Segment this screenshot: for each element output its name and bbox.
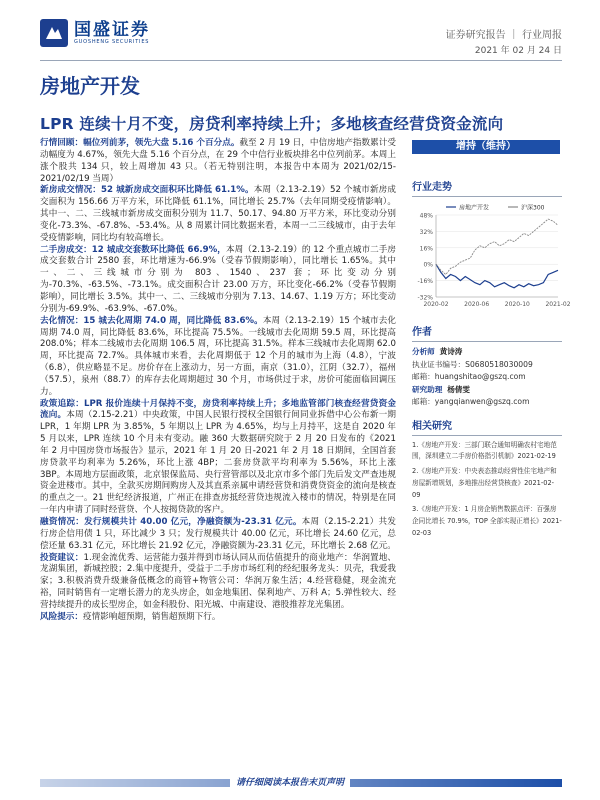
analyst-role: 研究助理 [412,384,443,394]
logo-mark-icon [40,19,68,47]
series-line [436,219,558,274]
trend-title: 行业走势 [412,178,562,197]
trend-chart-svg [412,197,571,317]
para-text: 本周（2.13-2.19）的 12 个重点城市二手房成交套数合计 2580 套，环比增速为-66.9%（受春节假期影响），同比增长 1.65%。其中一、二、三线城市分别为 803、1540、237 套；环比变动分别为-70.3%、-63.5%、-73.1%。成交面积合计 23.00 万方，环比变化-66.2%（受春节假期影响），同比增长 3.5%。其中一、二、三线城市分别为 7.13、14.67、1.19 万方；环比变动分别为-69.9%、-63.9%、-67.0%。 [40,244,396,314]
x-tick-label: 2021-02 [545,301,571,308]
para-lead: 风险提示： [40,611,83,622]
related-item[interactable]: 3.《房地产开发：1 月房企销售数据点评：百强房企同比增长 70.9%，TOP 全部实现正增长》2021-02-03 [412,505,562,538]
x-tick-label: 2020-10 [504,301,530,308]
para-highlight: 发行规模共计 40.00 亿元，净融资额为-23.31 亿元。 [84,517,302,527]
doc-date: 2021 年 02 月 24 日 [474,46,562,56]
paragraph-investment [40,553,396,612]
paragraph-new-house [40,185,396,244]
para-text: 截至 2 月 19 日，中信房地产指数累计受动幅度为 4.67%，领先大盘 5.16 个百分点，在 29 个中信行业板块排名中位列前茅。本周上涨个股共 134 只，较上周增加 43 只。（若无特别注明，本报告中本周为 2021/02/15-2021/02/19 当周） [40,138,396,184]
analyst-value: S0680518030009 [465,359,533,369]
logo-en: GUOSHENG SECURITIES [74,38,150,45]
y-tick-label: 0% [423,261,433,269]
sidebar [412,156,571,543]
para-text: 1.现金流优秀、运营能力强并得到市场认同从而估值提升的商业地产：华润置地、龙湖集团，新城控股；2.集中度提升，受益于二手房市场红利的经纪服务龙头：贝壳，我爱我家；3.积极消费升级兼备低概念的商管+物管公司：华润万象生活；4.经营稳健，现金流充裕，同时销售有一定增长潜力的龙头房企，如金地集团、保利地产、万科 A；5.弹性较大、经营持续提升的成长型房企，如金科股份、阳光城、中南建设、港股推荐龙光集团。 [40,552,396,610]
footer [40,773,562,791]
analyst-email[interactable]: huangshitao@gszq.com [434,372,526,381]
legend-label: 沪深300 [521,204,545,212]
paragraph-policy [40,399,396,517]
series-line [436,264,558,288]
analyst-role: 邮箱： [412,397,435,406]
analyst-row [412,371,562,384]
y-tick-label: 16% [419,245,433,253]
related-list [412,440,562,540]
related-item[interactable]: 1.《房地产开发：三部门联合通知明确农村宅地范围，深圳建立二手房价格指引机制》2021-02-19 [412,440,557,461]
report-body [40,138,396,624]
y-tick-label: 48% [419,212,433,220]
para-lead: 融资情况： [40,517,85,527]
x-tick-label: 2020-02 [423,301,449,308]
para-lead: 投资建议： [40,552,84,563]
analyst-row [412,384,562,397]
x-tick-label: 2020-06 [464,301,490,308]
paragraph-risk [40,612,396,624]
logo [40,18,150,48]
header-divider [40,60,562,61]
para-highlight: LPR 报价连续十月保持不变，房贷利率持续上升；多地监管部门核查经营贷资金流向。 [40,398,396,421]
para-lead: 去化情况： [40,315,84,326]
analyst-name: 黄诗涛 [439,347,463,356]
para-lead: 行情回顾： [40,138,84,148]
legend-label: 房地产开发 [459,204,490,212]
y-tick-label: 32% [419,228,433,236]
paragraph-inventory [40,316,396,399]
para-text: 本周（2.15-2.21）共发行房企信用债 1 只，环比减少 3 只；发行规模共计 40.00 亿元，环比增长 24.60 亿元，总偿还量 63.31 亿元，环比增长 21.92 亿元，净融资额为-23.31 亿元，环比增长 2.68 亿元。 [40,517,396,551]
footer-disclaimer: 请仔细阅读本报告末页声明 [230,775,350,788]
analyst-email[interactable]: yangqianwen@gszq.com [434,397,530,406]
para-text: 本周（2.15-2.21）中央政策，中国人民银行授权全国银行间同业拆借中心公布新一期 LPR，1 年期 LPR 为 3.85%，5 年期以上 LPR 为 4.65%，均与上月持平，这是自 2020 年 5 月以来，LPR 连续 10 个月未有变动。融 360 大数据研究院于 2 月 20 日发布的《2021 年 2 月中国房贷市场报告》显示，2021 年 1 月 20 日-2021 年 2 月 18 日期间，全国首套房贷款平均利率为 5.26%，环比上涨 4BP；二套房贷款平均利率为 5.56%，环比上涨 3BP。本周地方层面政策，北京银保监局、央行营管部以及北京市多个部门先后发文严查违规资金进楼市。其中，全款买房期间购房人及其直系亲属申请经营贷和消费贷资金的流向是核查的重点之一。21 世纪经济报道，广州正在排查房抵经营贷违规流入楼市的情况，特别是在同一年内申请了同时经营贷、个人按揭贷款的客户。 [40,410,396,516]
para-highlight: 12 城成交套数环比降低 66.9%， [91,244,226,255]
y-tick-label: -32% [417,294,433,302]
para-lead: 新房成交情况： [40,185,101,196]
para-highlight: 15 城去化周期 74.0 周，同比降低 83.6%。 [83,315,263,326]
analyst-role: 邮箱： [412,372,435,381]
paragraph-market-review [40,138,396,185]
trend-chart [412,197,571,317]
para-text: 本周（2.13-2.19）52 个城市新房成交面积为 156.66 万平方米，环比降低 61.1%，同比增长 25.7%（去年同期受疫情影响）。其中一、二、三线城市新房成交面积分别为 11.7、50.17、94.80 万平方米，环比变动分别变化-73.3%、-67.8%、-53.4%。从 8 周累计同比数据来看，本周一二三线城市，由于去年受疫情影响，同比均有较高增长。 [40,185,396,243]
analyst-name: 杨倩雯 [447,384,470,394]
report-title: LPR 连续十月不变，房贷利率持续上升；多地核查经营贷资金流向 [40,115,504,133]
rating-badge: 增持（维持） [412,140,560,154]
doc-type: 证券研究报告 ｜ 行业周报 [445,30,562,41]
analyst-role: 执业证书编号： [412,359,466,369]
analyst-row [412,396,562,409]
analyst-row [412,346,562,359]
para-text: 本周（2.13-2.19）15 个城市去化周期 74.0 周，同比降低 83.6%，环比提高 75.5%。一线城市去化周期 59.5 周，环比提高 208.0%；样本二线城市去化周期 106.5 周，环比提高 31.5%。样本三线城市去化周期 62.0 周，环比提高 72.7%。具体城市来看，去化周期低于 12 个月的城市为上海（4.8），宁波（6.8），供应略显不足。房价存在上涨动力，另一方面，南京（31.0），江阴（32.7），福州（57.5），泉州（88.7）的库存去化周期超过 30 个月，市场供过于求，房价可能面临回调压力。 [40,315,396,397]
para-highlight: 幅位列前茅，领先大盘 5.16 个百分点。 [83,138,240,148]
paragraph-financing [40,517,396,553]
analyst-list [412,346,562,409]
related-item[interactable]: 2.《房地产开发：中央表态推动经营性住宅地产和房屋新增规划，多地推出经营贷核查》2021-02-09 [412,467,557,499]
para-lead: 二手房成交： [40,244,92,255]
paragraph-second-hand [40,245,396,316]
para-text: 疫情影响超预期，销售超预期下行。 [82,611,221,622]
analysts-title: 作者 [412,323,562,342]
para-lead: 政策追踪： [40,398,85,409]
sector-title: 房地产开发 [40,74,140,98]
related-title: 相关研究 [412,417,562,436]
logo-cn: 国盛证券 [74,19,150,40]
y-tick-label: -16% [417,278,433,286]
analyst-role: 分析师 [412,347,435,356]
para-highlight: 52 城新房成交面积环比降低 61.1%。 [101,185,254,196]
analyst-row [412,359,562,372]
report-header [0,0,600,62]
